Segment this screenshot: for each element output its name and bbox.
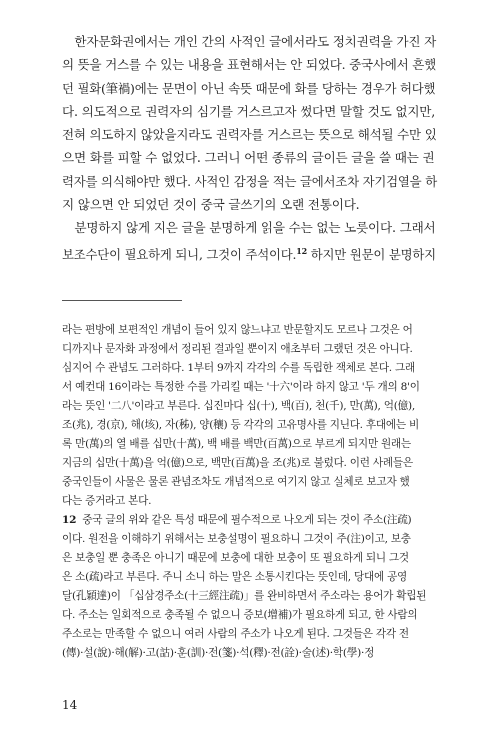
footnote-line: 은 보충일 뿐 충족은 아니기 때문에 보충에 대한 보충이 또 필요하게 되니 그것 xyxy=(62,552,409,564)
body-line: 다. 의도적으로 권력자의 심기를 거스르고자 썼다면 말할 것도 없지만, xyxy=(62,103,436,119)
body-line: 으면 화를 피할 수 없었다. 그러니 어떤 종류의 글이든 글을 쓸 때는 권 xyxy=(62,150,435,166)
footnote-line: 이다. 원전을 이해하기 위해서는 보충설명이 필요하니 그것이 주(注)이고, 보충 xyxy=(62,533,411,545)
body-line: 지 않으면 안 되었던 것이 중국 글쓰기의 오랜 전통이다. xyxy=(62,197,360,213)
footnote-line: (傳)·설(說)·해(解)·고(詁)·훈(訓)·전(箋)·석(釋)·전(詮)·술(述)·학(學)·정 xyxy=(62,647,375,659)
footnotes xyxy=(62,321,438,663)
footnote-line: 심지어 수 관념도 그러하다. 1부터 9까지 각각의 수를 독립한 잭체로 본다. 그래 xyxy=(62,362,416,374)
body-line-tail: 하지만 원문이 분명하지 xyxy=(307,246,436,262)
footnote-divider xyxy=(62,300,182,301)
footnote-line: 다는 증거라고 본다. xyxy=(62,495,152,507)
footnote-line: 지금의 십만(十萬)을 억(億)으로, 백만(百萬)을 조(兆)로 불렀다. 이런 사례들은 xyxy=(62,457,413,469)
footnote-number: 12 xyxy=(62,514,77,526)
footnote-12-first-line xyxy=(62,511,438,530)
page-number: 14 xyxy=(62,698,78,712)
footnote-line: 주소로는 만족할 수 없으니 여러 사람의 주소가 나오게 된다. 그것들은 각각 전 xyxy=(62,628,409,640)
footnote-line: 달(孔穎達)이 「십삼경주소(十三經注疏)」를 완비하면서 주소라는 용어가 확립된 xyxy=(62,590,427,602)
body-line xyxy=(62,240,438,266)
body-line: 의 뜻을 거스를 수 있는 내용을 표현해서는 안 되었다. 중국사에서 흔했 xyxy=(62,57,437,73)
body-line-text: 보조수단이 필요하게 되니, 그것이 주석이다. xyxy=(62,246,297,262)
footnote-line: 라는 뜻인 '二八'이라고 부른다. 십진마다 십(十), 백(百), 천(千), 만(萬), 억(億), xyxy=(62,400,416,412)
footnote-line: 디까지나 문자화 과정에서 정리된 결과일 뿐이지 애초부터 그랬던 것은 아니다. xyxy=(62,343,413,355)
footnote-line: 중국인들이 사물은 물론 관념조차도 개념적으로 여기지 않고 실체로 보고자 했 xyxy=(62,476,410,488)
footnote-reference[interactable]: 12 xyxy=(296,245,308,256)
footnote-line: 서 예컨대 16이라는 특정한 수를 가리킬 때는 '十六'이라 하지 않고 '두 개의 8'이 xyxy=(62,381,420,393)
footnote-line: 다. 주소는 일회적으로 충족될 수 없으니 증보(增補)가 필요하게 되고, 한 사람의 xyxy=(62,609,418,621)
body-line: 던 필화(筆禍)에는 문면이 아닌 속뜻 때문에 화를 당하는 경우가 허다했 xyxy=(62,80,436,96)
footnote-line: 은 소(疏)라고 부른다. 주니 소니 하는 말은 소통시킨다는 뜻인데, 당대에 공영 xyxy=(62,571,408,583)
footnote-line: 조(兆), 경(京), 해(垓), 자(秭), 양(穰) 등 각각의 고유명사를 지닌다. 후대에는 비 xyxy=(62,419,419,431)
body-line: 한자문화권에서는 개인 간의 사적인 글에서라도 정치권력을 가진 자 xyxy=(62,34,437,49)
body-line: 분명하지 않게 지은 글을 분명하게 읽을 수는 없는 노릇이다. 그래서 xyxy=(62,220,436,236)
body-line: 전혀 의도하지 않았을지라도 권력자를 거스르는 뜻으로 해석될 수만 있 xyxy=(62,127,437,143)
footnote-text: 중국 글의 위와 같은 특성 때문에 필수적으로 나오게 되는 것이 주소(注疏) xyxy=(82,514,412,526)
footnote-line: 록 만(萬)의 열 배를 십만(十萬), 백 배를 백만(百萬)으로 부르게 되지만 원래는 xyxy=(62,438,411,450)
footnote-line: 라는 편방에 보편적인 개념이 들어 있지 않느냐고 반문할지도 모르나 그것은 어 xyxy=(62,324,413,336)
body-line: 력자를 의식해야만 했다. 사적인 감정을 적는 글에서조차 자기검열을 하 xyxy=(62,173,437,189)
main-text xyxy=(62,30,438,266)
